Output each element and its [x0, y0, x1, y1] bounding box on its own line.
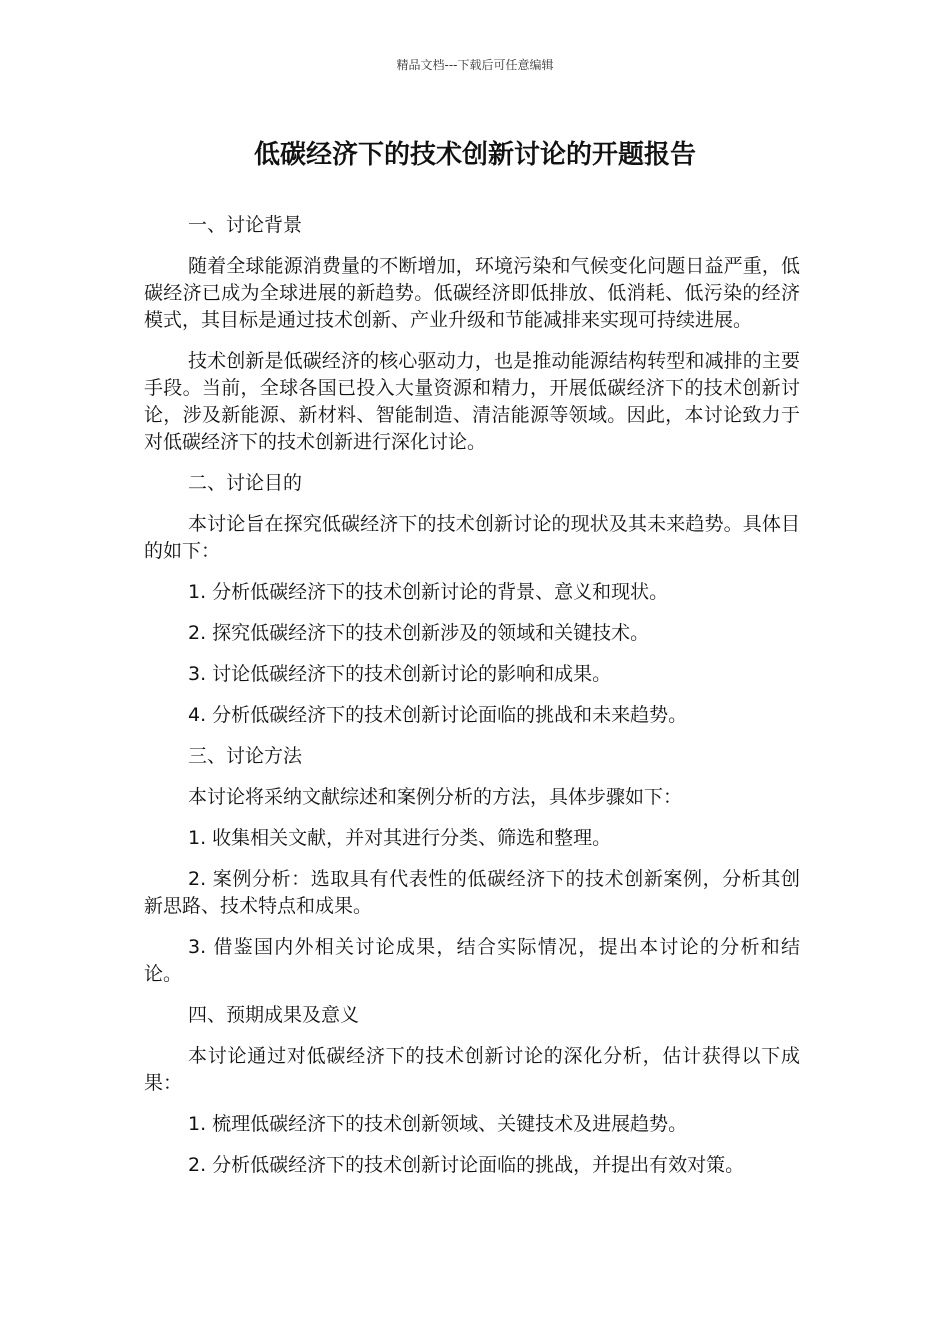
document-body: [144, 212, 800, 1193]
section-heading: 二、讨论目的: [188, 472, 303, 494]
list-item: 1. 梳理低碳经济下的技术创新领域、关键技术及进展趋势。: [188, 1113, 688, 1135]
section-purpose: [144, 470, 800, 729]
list-item: 1. 分析低碳经济下的技术创新讨论的背景、意义和现状。: [188, 581, 669, 603]
section-method: [144, 743, 800, 988]
list-item: 2. 分析低碳经济下的技术创新讨论面临的挑战，并提出有效对策。: [188, 1154, 745, 1176]
paragraph: 随着全球能源消费量的不断增加，环境污染和气候变化问题日益严重，低碳经济已成为全球进展的新趋势。低碳经济即低排放、低消耗、低污染的经济模式，其目标是通过技术创新、产业升级和节能减排来实现可持续进展。: [144, 255, 800, 331]
section-heading: 一、讨论背景: [188, 214, 303, 236]
paragraph: 技术创新是低碳经济的核心驱动力，也是推动能源结构转型和减排的主要手段。当前，全球各国已投入大量资源和精力，开展低碳经济下的技术创新讨论，涉及新能源、新材料、智能制造、清洁能源等领域。因此，本讨论致力于对低碳经济下的技术创新进行深化讨论。: [144, 350, 800, 453]
paragraph: 本讨论通过对低碳经济下的技术创新讨论的深化分析，估计获得以下成果：: [144, 1045, 800, 1094]
paragraph: 本讨论将采纳文献综述和案例分析的方法，具体步骤如下：: [188, 786, 683, 808]
list-item: 4. 分析低碳经济下的技术创新讨论面临的挑战和未来趋势。: [188, 704, 688, 726]
section-heading: 四、预期成果及意义: [188, 1004, 360, 1026]
list-item: 3. 讨论低碳经济下的技术创新讨论的影响和成果。: [188, 663, 612, 685]
list-item: 2. 案例分析：选取具有代表性的低碳经济下的技术创新案例，分析其创新思路、技术特点和成果。: [144, 868, 800, 917]
paragraph: 本讨论旨在探究低碳经济下的技术创新讨论的现状及其未来趋势。具体目的如下：: [144, 513, 800, 562]
section-expected-results: [144, 1002, 800, 1179]
list-item: 3. 借鉴国内外相关讨论成果，结合实际情况，提出本讨论的分析和结论。: [144, 936, 800, 985]
section-heading: 三、讨论方法: [188, 745, 303, 767]
list-item: 2. 探究低碳经济下的技术创新涉及的领域和关键技术。: [188, 622, 650, 644]
document-title: 低碳经济下的技术创新讨论的开题报告: [253, 140, 696, 170]
section-background: [144, 212, 800, 456]
page-header: 精品文档---下载后可任意编辑: [396, 58, 554, 72]
list-item: 1. 收集相关文献，并对其进行分类、筛选和整理。: [188, 827, 612, 849]
